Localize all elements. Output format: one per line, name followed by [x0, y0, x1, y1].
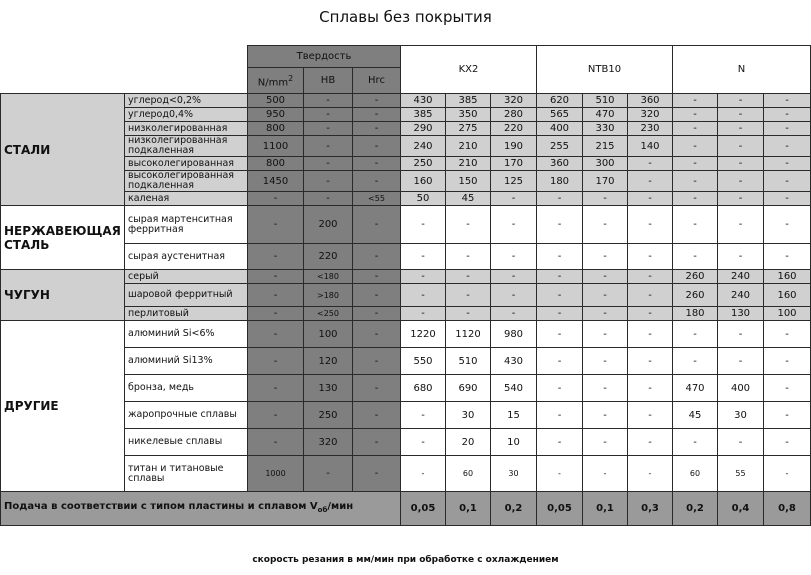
speed-cell: 160	[764, 270, 811, 284]
feed-value: 0,4	[718, 492, 764, 526]
speed-cell: 15	[491, 402, 537, 429]
hardness-cell: 320	[304, 429, 353, 456]
hardness-cell: -	[248, 321, 304, 348]
speed-cell: -	[764, 348, 811, 375]
speed-cell: -	[537, 192, 583, 206]
feed-value: 0,8	[764, 492, 811, 526]
table-row	[1, 206, 811, 244]
speed-cell: -	[718, 94, 764, 108]
speed-cell: 360	[628, 94, 673, 108]
hardness-cell: -	[353, 136, 401, 157]
speed-cell: -	[764, 244, 811, 270]
speed-cell: -	[401, 456, 446, 492]
speed-cell: 300	[583, 157, 628, 171]
alloys-table	[0, 45, 811, 526]
hardness-cell: -	[248, 206, 304, 244]
hardness-cell: -	[304, 94, 353, 108]
speed-cell: -	[583, 348, 628, 375]
speed-cell: 1220	[401, 321, 446, 348]
hardness-cell: -	[353, 375, 401, 402]
unit-hb: HB	[304, 68, 353, 94]
grade-kx2-header: KX2	[401, 46, 537, 94]
hardness-cell: <55	[353, 192, 401, 206]
speed-cell: 980	[491, 321, 537, 348]
hardness-cell: 1100	[248, 136, 304, 157]
hardness-cell: -	[353, 307, 401, 321]
speed-cell: -	[764, 122, 811, 136]
speed-cell: -	[764, 375, 811, 402]
speed-cell: 210	[446, 136, 491, 157]
speed-cell: -	[491, 307, 537, 321]
speed-cell: -	[764, 192, 811, 206]
speed-cell: -	[718, 171, 764, 192]
speed-cell: 180	[537, 171, 583, 192]
speed-cell: 160	[401, 171, 446, 192]
speed-cell: 45	[446, 192, 491, 206]
speed-cell: 320	[628, 108, 673, 122]
hardness-cell: -	[304, 171, 353, 192]
material-label: низколегированная подкаленная	[125, 136, 248, 157]
hardness-cell: -	[353, 456, 401, 492]
speed-cell: -	[764, 321, 811, 348]
speed-cell: -	[491, 270, 537, 284]
material-label: низколегированная	[125, 122, 248, 136]
speed-cell: -	[673, 192, 718, 206]
speed-cell: 510	[446, 348, 491, 375]
speed-cell: -	[583, 321, 628, 348]
hardness-cell: 120	[304, 348, 353, 375]
speed-cell: -	[583, 375, 628, 402]
speed-cell: -	[673, 94, 718, 108]
hardness-cell: -	[353, 94, 401, 108]
hardness-cell: -	[353, 284, 401, 307]
speed-cell: 30	[718, 402, 764, 429]
speed-cell: 30	[491, 456, 537, 492]
speed-cell: -	[718, 348, 764, 375]
speed-cell: 55	[718, 456, 764, 492]
speed-cell: 210	[446, 157, 491, 171]
hardness-cell: -	[353, 171, 401, 192]
material-label: титан и титановые сплавы	[125, 456, 248, 492]
hardness-cell: -	[248, 270, 304, 284]
speed-cell: -	[718, 192, 764, 206]
hardness-cell: 200	[304, 206, 353, 244]
speed-cell: -	[583, 206, 628, 244]
speed-cell: -	[718, 244, 764, 270]
speed-cell: 260	[673, 284, 718, 307]
speed-cell: 350	[446, 108, 491, 122]
unit-nmm2: $N/mm^2$	[248, 68, 304, 94]
speed-cell: -	[628, 429, 673, 456]
speed-cell: 30	[446, 402, 491, 429]
unit-hrc: Hrc	[353, 68, 401, 94]
speed-cell: 180	[673, 307, 718, 321]
hardness-cell: 1000	[248, 456, 304, 492]
hardness-cell: 800	[248, 157, 304, 171]
speed-cell: 385	[401, 108, 446, 122]
material-label: шаровой ферритный	[125, 284, 248, 307]
speed-cell: 385	[446, 94, 491, 108]
speed-cell: 240	[718, 284, 764, 307]
hardness-cell: -	[248, 244, 304, 270]
hardness-cell: -	[353, 402, 401, 429]
category-label: НЕРЖАВЕЮЩАЯ СТАЛЬ	[1, 206, 125, 270]
speed-cell: -	[628, 321, 673, 348]
material-label: перлитовый	[125, 307, 248, 321]
speed-cell: 60	[446, 456, 491, 492]
speed-cell: 565	[537, 108, 583, 122]
hardness-cell: -	[353, 244, 401, 270]
footer-note: скорость резания в мм/мин при обработке с охлаждением	[252, 555, 559, 565]
speed-cell: -	[583, 402, 628, 429]
speed-cell: -	[764, 402, 811, 429]
material-label: каленая	[125, 192, 248, 206]
speed-cell: 470	[583, 108, 628, 122]
speed-cell: 400	[537, 122, 583, 136]
speed-cell: -	[537, 284, 583, 307]
speed-cell: 20	[446, 429, 491, 456]
speed-cell: -	[446, 307, 491, 321]
speed-cell: -	[446, 206, 491, 244]
material-label: углерод<0,2%	[125, 94, 248, 108]
speed-cell: 330	[583, 122, 628, 136]
speed-cell: 690	[446, 375, 491, 402]
hardness-cell: <250	[304, 307, 353, 321]
speed-cell: -	[628, 244, 673, 270]
hardness-cell: -	[353, 270, 401, 284]
speed-cell: -	[673, 122, 718, 136]
speed-cell: -	[628, 284, 673, 307]
speed-cell: -	[628, 171, 673, 192]
hardness-cell: -	[304, 192, 353, 206]
grade-n-header: N	[673, 46, 811, 94]
material-label: жаропрочные сплавы	[125, 402, 248, 429]
speed-cell: -	[583, 284, 628, 307]
hardness-cell: -	[353, 108, 401, 122]
speed-cell: -	[401, 284, 446, 307]
material-label: высоколегированная подкаленная	[125, 171, 248, 192]
speed-cell: -	[583, 270, 628, 284]
speed-cell: -	[401, 307, 446, 321]
speed-cell: -	[673, 171, 718, 192]
material-label: серый	[125, 270, 248, 284]
speed-cell: -	[446, 270, 491, 284]
speed-cell: 320	[491, 94, 537, 108]
speed-cell: -	[764, 94, 811, 108]
feed-value: 0,2	[491, 492, 537, 526]
hardness-cell: -	[353, 206, 401, 244]
speed-cell: 140	[628, 136, 673, 157]
speed-cell: -	[718, 206, 764, 244]
speed-cell: -	[673, 348, 718, 375]
speed-cell: -	[583, 244, 628, 270]
speed-cell: 430	[401, 94, 446, 108]
category-label: СТАЛИ	[1, 94, 125, 206]
speed-cell: -	[537, 244, 583, 270]
speed-cell: 50	[401, 192, 446, 206]
speed-cell: -	[446, 284, 491, 307]
speed-cell: -	[628, 206, 673, 244]
feed-row	[1, 492, 811, 526]
speed-cell: 470	[673, 375, 718, 402]
speed-cell: -	[628, 157, 673, 171]
feed-value: 0,05	[401, 492, 446, 526]
speed-cell: 510	[583, 94, 628, 108]
hardness-cell: 1450	[248, 171, 304, 192]
speed-cell: -	[673, 429, 718, 456]
material-label: бронза, медь	[125, 375, 248, 402]
speed-cell: 170	[491, 157, 537, 171]
hardness-cell: -	[304, 122, 353, 136]
hardness-cell: -	[248, 402, 304, 429]
speed-cell: 190	[491, 136, 537, 157]
speed-cell: 215	[583, 136, 628, 157]
feed-value: 0,1	[583, 492, 628, 526]
speed-cell: -	[537, 456, 583, 492]
speed-cell: 240	[718, 270, 764, 284]
material-label: алюминий Si13%	[125, 348, 248, 375]
hardness-cell: 500	[248, 94, 304, 108]
hardness-cell: -	[353, 157, 401, 171]
speed-cell: 620	[537, 94, 583, 108]
speed-cell: -	[628, 375, 673, 402]
grade-ntb10-header: NTB10	[537, 46, 673, 94]
speed-cell: 400	[718, 375, 764, 402]
speed-cell: -	[583, 307, 628, 321]
speed-cell: -	[537, 321, 583, 348]
hardness-cell: 950	[248, 108, 304, 122]
speed-cell: -	[537, 348, 583, 375]
speed-cell: -	[491, 206, 537, 244]
speed-cell: -	[764, 456, 811, 492]
table-row	[1, 321, 811, 348]
hardness-cell: 130	[304, 375, 353, 402]
hardness-cell: -	[248, 284, 304, 307]
speed-cell: -	[401, 244, 446, 270]
speed-cell: 275	[446, 122, 491, 136]
hardness-cell: -	[248, 375, 304, 402]
speed-cell: 220	[491, 122, 537, 136]
feed-value: 0,05	[537, 492, 583, 526]
speed-cell: -	[764, 108, 811, 122]
hardness-cell: -	[353, 429, 401, 456]
speed-cell: -	[718, 108, 764, 122]
speed-cell: 170	[583, 171, 628, 192]
speed-cell: 280	[491, 108, 537, 122]
speed-cell: 160	[764, 284, 811, 307]
speed-cell: -	[491, 244, 537, 270]
speed-cell: -	[764, 136, 811, 157]
speed-cell: 230	[628, 122, 673, 136]
speed-cell: 150	[446, 171, 491, 192]
speed-cell: -	[537, 429, 583, 456]
feed-label: Подача в соответствии с типом пластины и сплавом $V_{об}$/мин	[1, 492, 401, 526]
speed-cell: 290	[401, 122, 446, 136]
speed-cell: -	[673, 108, 718, 122]
hardness-cell: >180	[304, 284, 353, 307]
speed-cell: -	[583, 192, 628, 206]
material-label: алюминий Si<6%	[125, 321, 248, 348]
speed-cell: -	[537, 375, 583, 402]
feed-value: 0,3	[628, 492, 673, 526]
speed-cell: -	[764, 157, 811, 171]
speed-cell: -	[673, 321, 718, 348]
category-label: ДРУГИЕ	[1, 321, 125, 492]
speed-cell: -	[537, 270, 583, 284]
speed-cell: 250	[401, 157, 446, 171]
table-row	[1, 270, 811, 284]
speed-cell: -	[764, 171, 811, 192]
hardness-cell: 220	[304, 244, 353, 270]
speed-cell: -	[718, 321, 764, 348]
speed-cell: -	[583, 456, 628, 492]
speed-cell: 60	[673, 456, 718, 492]
speed-cell: 550	[401, 348, 446, 375]
speed-cell: -	[537, 206, 583, 244]
material-label: сырая мартенситная ферритная	[125, 206, 248, 244]
material-label: углерод0,4%	[125, 108, 248, 122]
speed-cell: 360	[537, 157, 583, 171]
speed-cell: -	[673, 136, 718, 157]
hardness-cell: -	[353, 348, 401, 375]
speed-cell: 255	[537, 136, 583, 157]
material-label: никелевые сплавы	[125, 429, 248, 456]
table-row	[1, 94, 811, 108]
feed-value: 0,2	[673, 492, 718, 526]
speed-cell: -	[718, 157, 764, 171]
speed-cell: -	[537, 307, 583, 321]
hardness-cell: 250	[304, 402, 353, 429]
speed-cell: 540	[491, 375, 537, 402]
hardness-cell: -	[304, 108, 353, 122]
speed-cell: 260	[673, 270, 718, 284]
hardness-cell: -	[248, 307, 304, 321]
speed-cell: -	[673, 206, 718, 244]
speed-cell: -	[401, 402, 446, 429]
speed-cell: 10	[491, 429, 537, 456]
hardness-cell: -	[248, 348, 304, 375]
speed-cell: -	[401, 206, 446, 244]
speed-cell: -	[764, 206, 811, 244]
speed-cell: -	[401, 429, 446, 456]
speed-cell: -	[673, 157, 718, 171]
speed-cell: -	[764, 429, 811, 456]
hardness-cell: -	[353, 122, 401, 136]
speed-cell: -	[537, 402, 583, 429]
hardness-cell: -	[353, 321, 401, 348]
speed-cell: 240	[401, 136, 446, 157]
hardness-cell: 100	[304, 321, 353, 348]
speed-cell: -	[718, 429, 764, 456]
feed-value: 0,1	[446, 492, 491, 526]
speed-cell: 125	[491, 171, 537, 192]
hardness-cell: <180	[304, 270, 353, 284]
speed-cell: -	[628, 456, 673, 492]
speed-cell: 100	[764, 307, 811, 321]
material-label: высоколегированная	[125, 157, 248, 171]
speed-cell: 1120	[446, 321, 491, 348]
speed-cell: -	[628, 270, 673, 284]
speed-cell: 430	[491, 348, 537, 375]
speed-cell: -	[673, 244, 718, 270]
speed-cell: -	[446, 244, 491, 270]
hardness-cell: -	[304, 136, 353, 157]
speed-cell: -	[583, 429, 628, 456]
hardness-cell: 800	[248, 122, 304, 136]
speed-cell: -	[628, 348, 673, 375]
speed-cell: -	[628, 192, 673, 206]
speed-cell: -	[718, 122, 764, 136]
speed-cell: 680	[401, 375, 446, 402]
speed-cell: -	[491, 192, 537, 206]
speed-cell: -	[628, 402, 673, 429]
page-title: Сплавы без покрытия	[319, 8, 492, 26]
material-label: сырая аустенитная	[125, 244, 248, 270]
speed-cell: -	[718, 136, 764, 157]
hardness-cell: -	[248, 192, 304, 206]
hardness-cell: -	[304, 456, 353, 492]
hardness-cell: -	[304, 157, 353, 171]
speed-cell: 130	[718, 307, 764, 321]
hardness-header: Твердость	[248, 46, 401, 68]
speed-cell: -	[628, 307, 673, 321]
speed-cell: -	[401, 270, 446, 284]
speed-cell: 45	[673, 402, 718, 429]
speed-cell: -	[491, 284, 537, 307]
hardness-cell: -	[248, 429, 304, 456]
category-label: ЧУГУН	[1, 270, 125, 321]
